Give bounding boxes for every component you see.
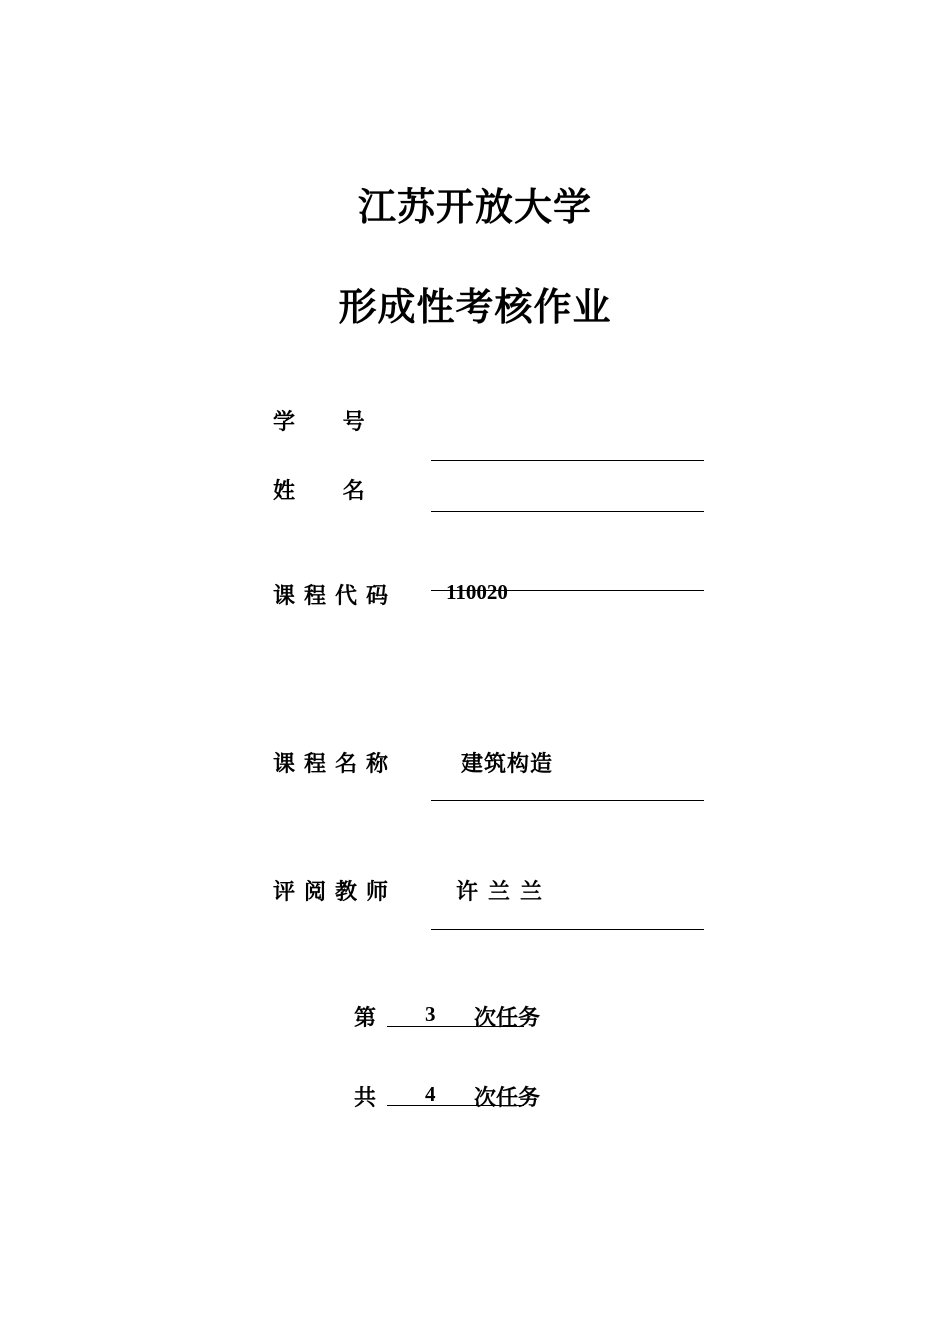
course-name-label: 课程名称 bbox=[273, 752, 398, 777]
task-current-prefix: 第 bbox=[354, 1006, 377, 1031]
course-name-underline bbox=[431, 800, 704, 801]
task-current-suffix: 次任务 bbox=[474, 1006, 541, 1031]
reviewer-underline bbox=[431, 929, 704, 930]
reviewer-value: 许兰兰 bbox=[456, 880, 553, 905]
student-id-underline bbox=[431, 460, 704, 461]
name-underline bbox=[431, 511, 704, 512]
course-code-label: 课程代码 bbox=[273, 584, 398, 609]
course-code-underline bbox=[431, 590, 704, 591]
university-title: 江苏开放大学 bbox=[357, 185, 592, 229]
course-code-value: 110020 bbox=[446, 580, 508, 604]
name-label bbox=[273, 474, 365, 505]
task-total-prefix: 共 bbox=[354, 1086, 377, 1111]
student-id-label-text: 学 号 bbox=[273, 410, 365, 435]
reviewer-label: 评阅教师 bbox=[273, 880, 398, 905]
task-total-suffix: 次任务 bbox=[474, 1086, 541, 1111]
task-total-number: 4 bbox=[425, 1082, 436, 1106]
document-title: 形成性考核作业 bbox=[338, 285, 612, 329]
task-current-number: 3 bbox=[425, 1002, 436, 1026]
name-label-text: 姓 名 bbox=[273, 479, 365, 504]
student-id-label bbox=[273, 405, 365, 436]
course-name-value: 建筑构造 bbox=[461, 752, 554, 777]
